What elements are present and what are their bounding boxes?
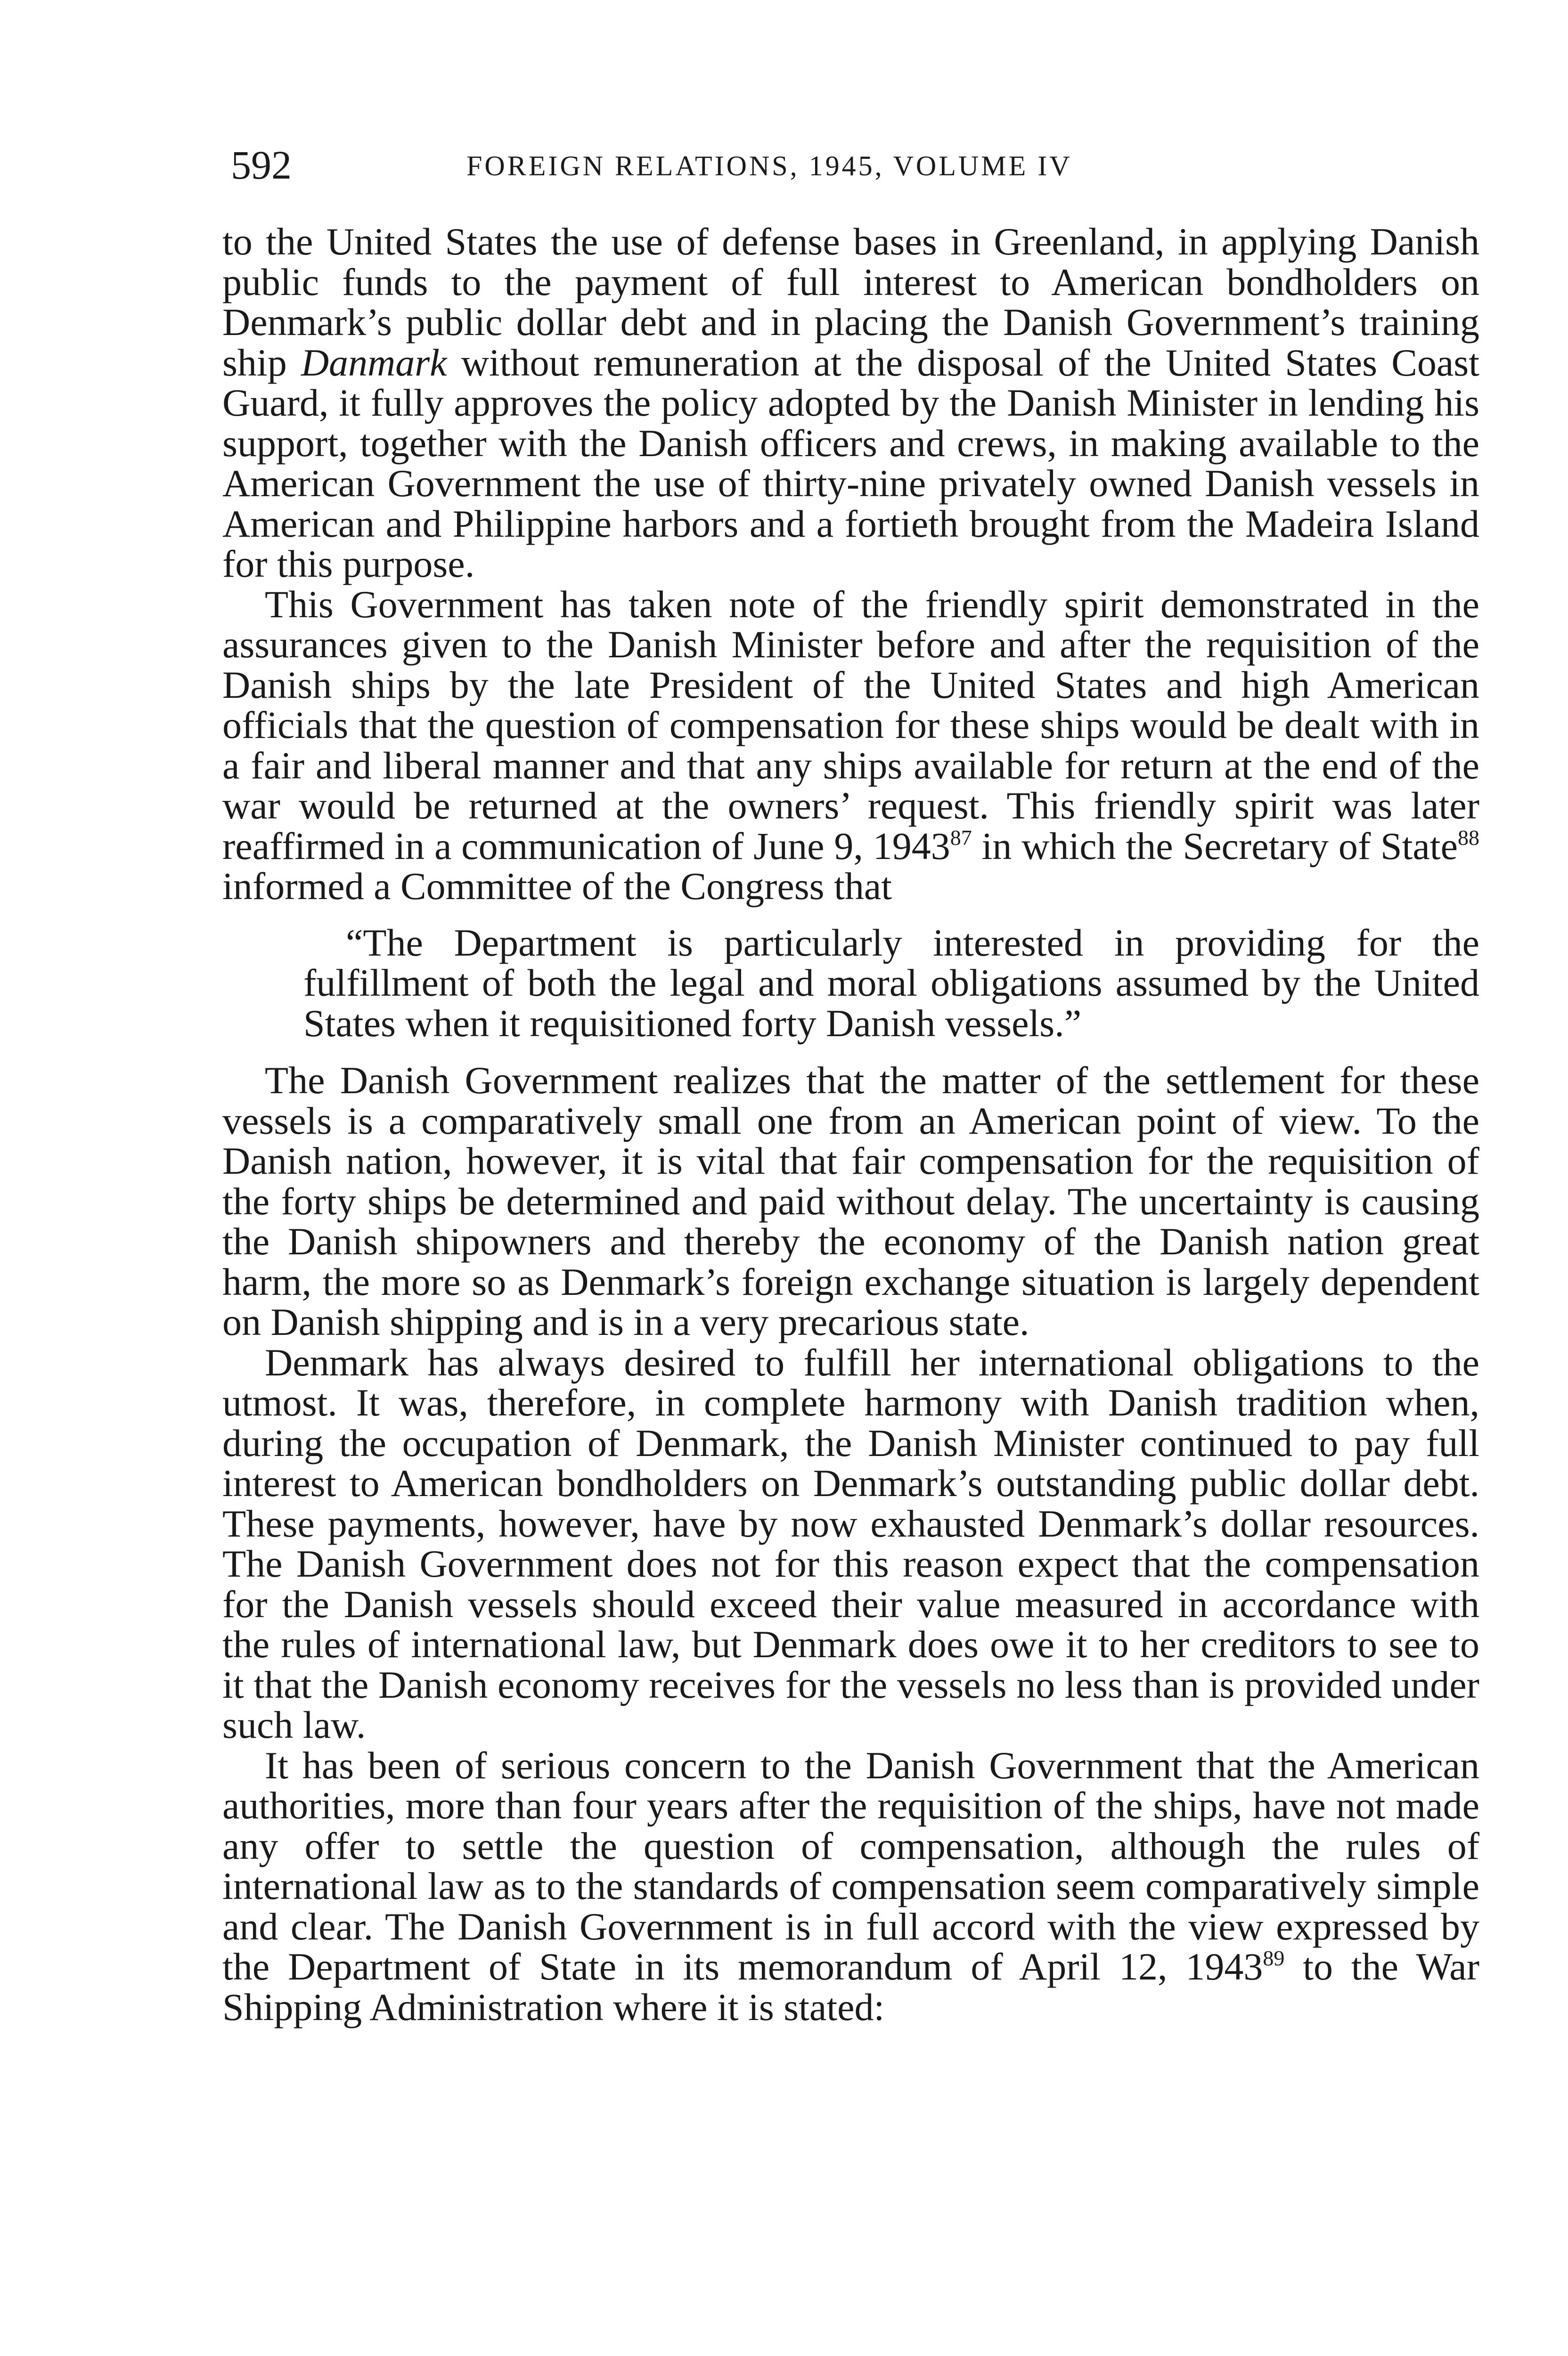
paragraph-2 [222, 584, 1479, 907]
footnote-ref-88: 88 [1457, 825, 1479, 850]
ship-name-italic: Danmark [301, 341, 447, 384]
paragraph-2-text-c: informed a Committee of the Congress that [222, 865, 892, 908]
body-text [222, 221, 1479, 2027]
paragraph-3: The Danish Government realizes that the matter of the settlement for these vessels is a comparatively small one from an American point of view. To the Danish nation, however, it is vital that fair compensation for the requisition of the forty ships be determined and paid without delay. The uncertainty is causing the Danish shipowners and thereby the economy of the Danish nation great harm, the more so as Denmark’s foreign exchange situation is largely dependent on Danish shipping and is in a very precarious state. [222, 1059, 1479, 1343]
page-number: 592 [231, 142, 292, 188]
paragraph-1-text-b: without remuneration at the disposal of the United States Coast Guard, it fully approves the policy adopted by the Danish Minister in lending his support, together with the Danish officers and crews, in making available to the American Government the use of thirty-nine privately owned Danish vessels in American and Philippine harbors and a fortieth brought from the Madeira Island for this purpose. [222, 341, 1479, 585]
paragraph-5-text-b: to the War Shipping Administration where it is stated: [222, 1945, 1480, 2029]
block-quote: “The Department is particularly interested in providing for the fulfillment of both the legal and moral obligations assumed by the United States when it requisitioned forty Danish vessels.” [303, 921, 1479, 1045]
footnote-ref-89: 89 [1263, 1946, 1285, 1970]
paragraph-2-text-a: This Government has taken note of the friendly spirit demonstrated in the assurances given to the Danish Minister before and after the requisition of the Danish ships by the late President of the United States and high American officials that the question of compensation for these ships would be dealt with in a fair and liberal manner and that any ships available for return at the end of the war would be returned at the owners’ request. This friendly spirit was later reaffirmed in a communication of June 9, 1943 [222, 582, 1479, 867]
paragraph-1 [222, 221, 1479, 584]
paragraph-5-text-a: It has been of serious concern to the Danish Government that the American authorities, more than four years after the requisition of the ships, have not made any offer to settle the question of compensation, although the rules of international law as to the standards of compensation seem comparatively simple and clear. The Danish Government is in full accord with the view expressed by the Department of State in its memorandum of April 12, 1943 [222, 1743, 1479, 1988]
page-header [231, 137, 1479, 193]
running-title: FOREIGN RELATIONS, 1945, VOLUME IV [466, 150, 1072, 181]
paragraph-1-text-a: to the United States the use of defense bases in Greenland, in applying Danish public funds to the payment of full interest to American bondholders on Denmark’s public dollar debt and in placing the Danish Government’s training ship [222, 220, 1479, 384]
paragraph-4: Denmark has always desired to fulfill her international obligations to the utmost. It was, therefore, in complete harmony with Danish tradition when, during the occupation of Denmark, the Danish Minister continued to pay full interest to American bondholders on Denmark’s outstanding public dollar debt. These payments, however, have by now exhausted Denmark’s dollar resources. The Danish Government does not for this reason expect that the compensation for the Danish vessels should exceed their value measured in accordance with the rules of international law, but Denmark does owe it to her creditors to see to it that the Danish economy receives for the vessels no less than is provided under such law. [222, 1341, 1479, 1746]
paragraph-2-text-b: in which the Secretary of State [972, 824, 1458, 867]
paragraph-5 [222, 1745, 1479, 2028]
footnote-ref-87: 87 [950, 825, 972, 850]
